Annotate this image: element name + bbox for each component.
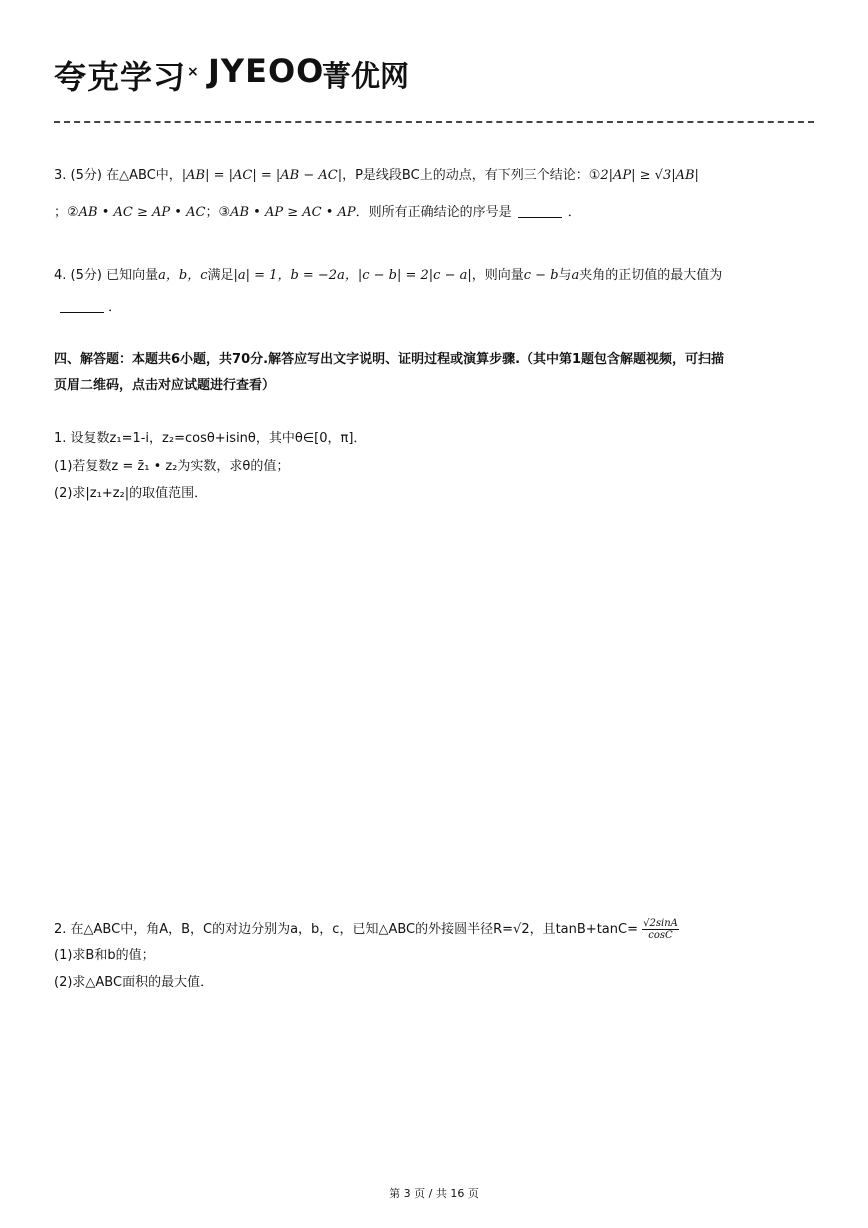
question-text: ．则所有正确结论的序号是 (355, 205, 512, 220)
problem-text: 2. 在△ABC中，角A，B，C的对边分别为a，b，c，已知△ABC的外接圆半径R=√2，且tanB+tanC= (54, 922, 638, 937)
math-expression: AB • AP ≥ AC • AP (230, 205, 356, 220)
math-expression: 2|AP| ≥ √3|AB| (600, 168, 699, 183)
fraction (642, 918, 679, 941)
section-heading-line-1: 四、解答题：本题共6小题，共70分.解答应写出文字说明、证明过程或演算步骤.（其中第1题包含解题视频，可扫描 (54, 352, 725, 367)
question-number: 4. (54, 268, 67, 283)
question-text: 已知向量 (106, 268, 159, 283)
question-number: 3. (54, 168, 67, 183)
question-text: ，则向量 (471, 268, 524, 283)
question-score: (5分) (70, 168, 102, 183)
section-heading-line-2: 页眉二维码，点击对应试题进行查看） (54, 378, 276, 393)
answer-blank[interactable] (60, 312, 104, 313)
problem-2-line-2: (1)求B和b的值； (54, 948, 155, 963)
question-3-line-1 (54, 164, 699, 183)
answer-blank[interactable] (518, 217, 562, 218)
problem-1-line-2: (1)若复数z = z̄₁ • z₂为实数，求θ的值； (54, 459, 290, 474)
fraction-denominator: cosC (648, 930, 673, 941)
header-divider (54, 121, 814, 123)
question-text: ． (108, 300, 122, 315)
question-text: ． (567, 205, 581, 220)
fraction-numerator: √2sinA (643, 918, 678, 929)
math-expression: |AB| = |AC| = |AB − AC| (181, 168, 343, 183)
math-expression: AB • AC ≥ AP • AC (78, 205, 206, 220)
problem-1-line-3: (2)求|z₁+z₂|的取值范围． (54, 486, 208, 501)
page-footer: 第 3 页 / 共 16 页 (389, 1187, 479, 1200)
question-text: ，P是线段BC上的动点，有下列三个结论：① (342, 168, 601, 183)
question-text: 满足 (207, 268, 234, 283)
question-score: (5分) (70, 268, 102, 283)
question-text: 夹角的正切值的最大值为 (579, 268, 723, 283)
problem-2-line-3: (2)求△ABC面积的最大值． (54, 975, 214, 990)
question-text: ；② (54, 205, 79, 220)
logo-jyeoo: JYEOO (208, 52, 325, 90)
problem-2-line-1 (54, 918, 679, 941)
question-4-line-1 (54, 264, 722, 283)
problem-1-line-1: 1. 设复数z₁=1-i，z₂=cosθ+isinθ，其中θ∈[0，π]． (54, 431, 367, 446)
math-expression: a (571, 268, 580, 283)
question-text: 在△ABC中， (106, 168, 182, 183)
question-4-line-2 (60, 296, 121, 315)
math-expression: |a| = 1，b = −2a，|c − b| = 2|c − a| (233, 268, 472, 283)
logo-separator: × (187, 64, 199, 80)
logo-kuake: 夸克学习 (54, 58, 187, 96)
question-text: 与 (558, 268, 572, 283)
logo-jingyou: 菁优网 (322, 59, 410, 93)
question-text: ；③ (205, 205, 231, 220)
question-3-line-2 (54, 201, 581, 220)
math-expression: a，b，c (158, 268, 208, 283)
math-expression: c − b (523, 268, 559, 283)
